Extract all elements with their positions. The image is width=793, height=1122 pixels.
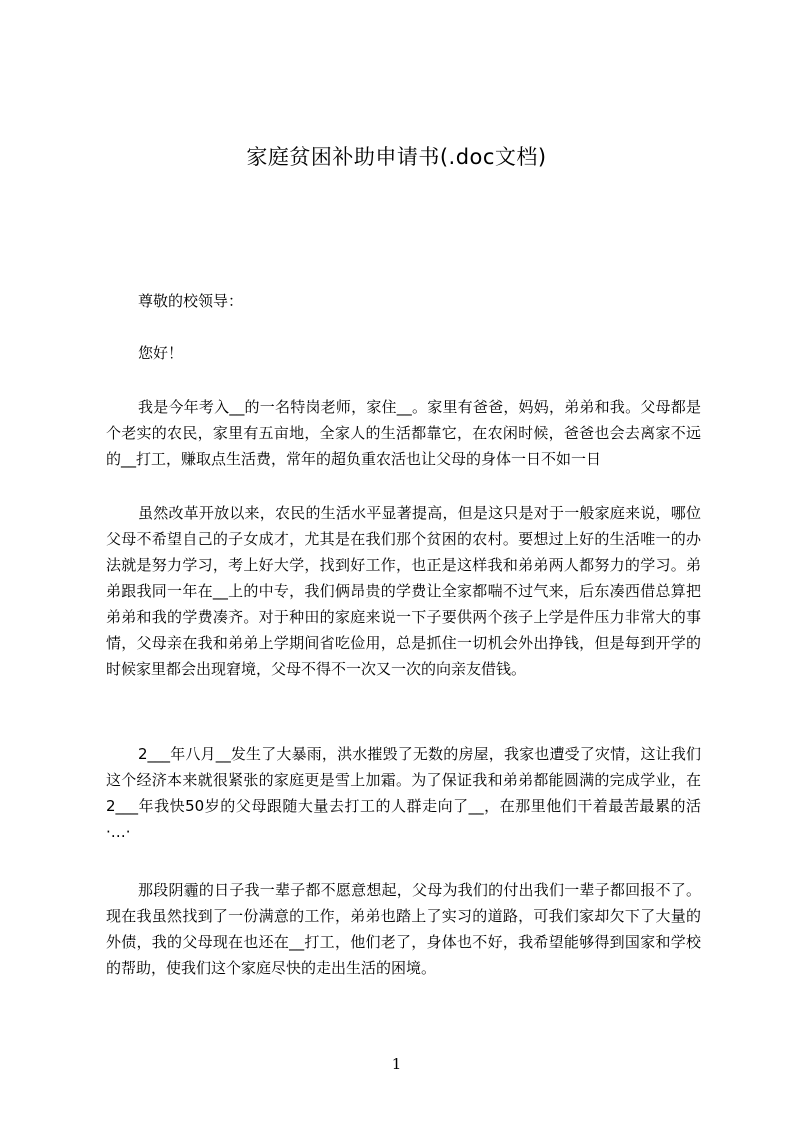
paragraph-intro: 我是今年考入__的一名特岗老师，家住__。家里有爸爸，妈妈，弟弟和我。父母都是个老实的农民，家里有五亩地，全家人的生活都靠它，在农闲时候，爸爸也会去离家不远的__打工，赚取点生活费，常年的超负重农活也让父母的身体一日不如一日 bbox=[106, 398, 701, 468]
salutation: 尊敬的校领导： bbox=[138, 292, 244, 310]
document-title: 家庭贫困补助申请书(.doc文档) bbox=[246, 145, 547, 169]
greeting: 您好！ bbox=[138, 344, 184, 362]
paragraph-request: 那段阴霾的日子我一辈子都不愿意想起，父母为我们的付出我们一辈子都回报不了。现在我虽然找到了一份满意的工作，弟弟也踏上了实习的道路，可我们家却欠下了大量的外债，我的父母现在也还在__打工，他们老了，身体也不好，我希望能够得到国家和学校的帮助，使我们这个家庭尽快的走出生活的困境。 bbox=[106, 881, 701, 977]
page-number: 1 bbox=[391, 1055, 402, 1073]
paragraph-education: 虽然改革开放以来，农民的生活水平显著提高，但是这只是对于一般家庭来说，哪位父母不希望自己的子女成才，尤其是在我们那个贫困的农村。要想过上好的生活唯一的办法就是努力学习，考上好大学，找到好工作，也正是这样我和弟弟两人都努力的学习。弟弟跟我同一年在__上的中专，我们俩昂贵的学费让全家都喘不过气来，后东凑西借总算把弟弟和我的学费凑齐。对于种田的家庭来说一下子要供两个孩子上学是件压力非常大的事情，父母亲在我和弟弟上学期间省吃俭用，总是抓住一切机会外出挣钱，但是每到开学的时候家里都会出现窘境，父母不得不一次又一次的向亲友借钱。 bbox=[106, 504, 701, 678]
paragraph-flood: 2___年八月__发生了大暴雨，洪水摧毁了无数的房屋，我家也遭受了灾情，这让我们这个经济本来就很紧张的家庭更是雪上加霜。为了保证我和弟弟都能圆满的完成学业，在2___年我快50岁的父母跟随大量去打工的人群走向了__，在那里他们干着最苦最累的活·…· bbox=[106, 745, 701, 841]
